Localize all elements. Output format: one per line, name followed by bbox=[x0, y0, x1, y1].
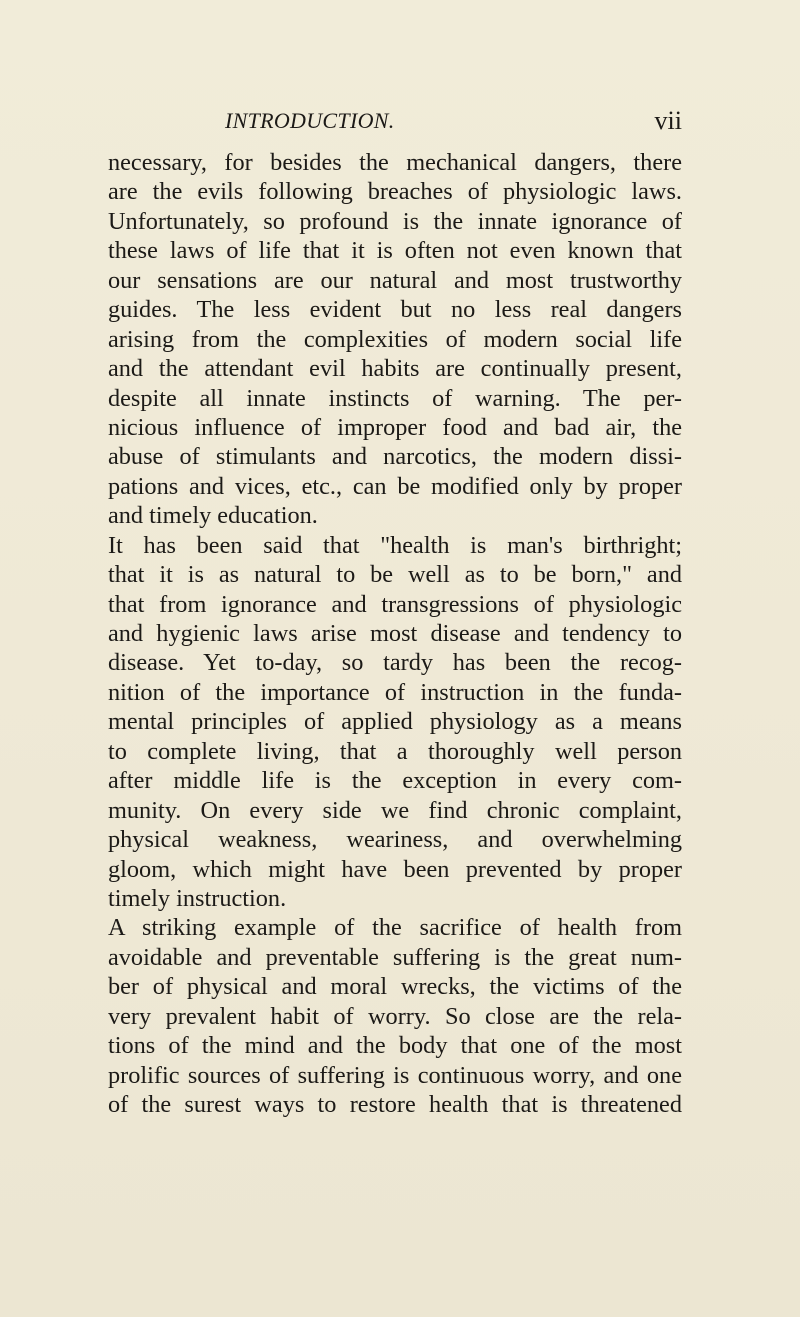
page-header bbox=[108, 104, 682, 140]
text-line: necessary, for besides the mechanical dangers, there bbox=[108, 149, 682, 176]
text-line: pations and vices, etc., can be modified only by proper bbox=[108, 472, 682, 500]
paragraph-end-line: timely instruction. bbox=[108, 884, 287, 912]
text-line: tions of the mind and the body that one of the most bbox=[108, 1032, 682, 1060]
text-line: prolific sources of suffering is continuous worry, and one bbox=[108, 1061, 682, 1089]
text-line: despite all innate instincts of warning. The per- bbox=[108, 384, 682, 412]
text-line: these laws of life that it is often not even known that bbox=[108, 237, 682, 265]
paragraph-end-line: and timely education. bbox=[108, 502, 318, 530]
text-line: avoidable and preventable suffering is the great num- bbox=[108, 943, 682, 971]
text-line: nition of the importance of instruction in the funda- bbox=[108, 678, 682, 706]
text-line: that from ignorance and transgressions of physiologic bbox=[108, 590, 682, 618]
text-line: and the attendant evil habits are continually present, bbox=[108, 355, 682, 383]
text-line: after middle life is the exception in every com- bbox=[108, 767, 682, 795]
text-line: nicious influence of improper food and bad air, the bbox=[108, 413, 682, 441]
text-line: munity. On every side we find chronic complaint, bbox=[108, 796, 682, 824]
text-line: our sensations are our natural and most trustworthy bbox=[108, 266, 682, 294]
text-line: abuse of stimulants and narcotics, the modern dissi- bbox=[108, 443, 682, 471]
text-line: very prevalent habit of worry. So close are the rela- bbox=[108, 1002, 682, 1030]
text-line: arising from the complexities of modern social life bbox=[108, 325, 682, 353]
text-line: of the surest ways to restore health that is threatened bbox=[108, 1091, 682, 1118]
text-line: are the evils following breaches of physiologic laws. bbox=[108, 178, 682, 206]
text-line: mental principles of applied physiology as a means bbox=[108, 708, 682, 736]
text-line: ber of physical and moral wrecks, the victims of the bbox=[108, 973, 682, 1001]
text-line: Unfortunately, so profound is the innate ignorance of bbox=[108, 207, 682, 235]
paragraph-start-line: It has been said that "health is man's birthright; bbox=[108, 531, 682, 559]
running-head: INTRODUCTION. bbox=[225, 108, 395, 133]
page-number: vii bbox=[654, 106, 682, 135]
text-line: to complete living, that a thoroughly well person bbox=[108, 737, 682, 765]
paragraph-start-line: A striking example of the sacrifice of health from bbox=[108, 914, 682, 942]
text-line: physical weakness, weariness, and overwhelming bbox=[108, 826, 682, 854]
text-line: guides. The less evident but no less real dangers bbox=[108, 296, 682, 324]
text-line: disease. Yet to-day, so tardy has been the recog- bbox=[108, 649, 682, 677]
text-line: that it is as natural to be well as to be born," and bbox=[108, 561, 682, 589]
text-line: and hygienic laws arise most disease and tendency to bbox=[108, 620, 682, 647]
text-line: gloom, which might have been prevented by proper bbox=[108, 855, 682, 883]
body-text bbox=[108, 148, 682, 1119]
